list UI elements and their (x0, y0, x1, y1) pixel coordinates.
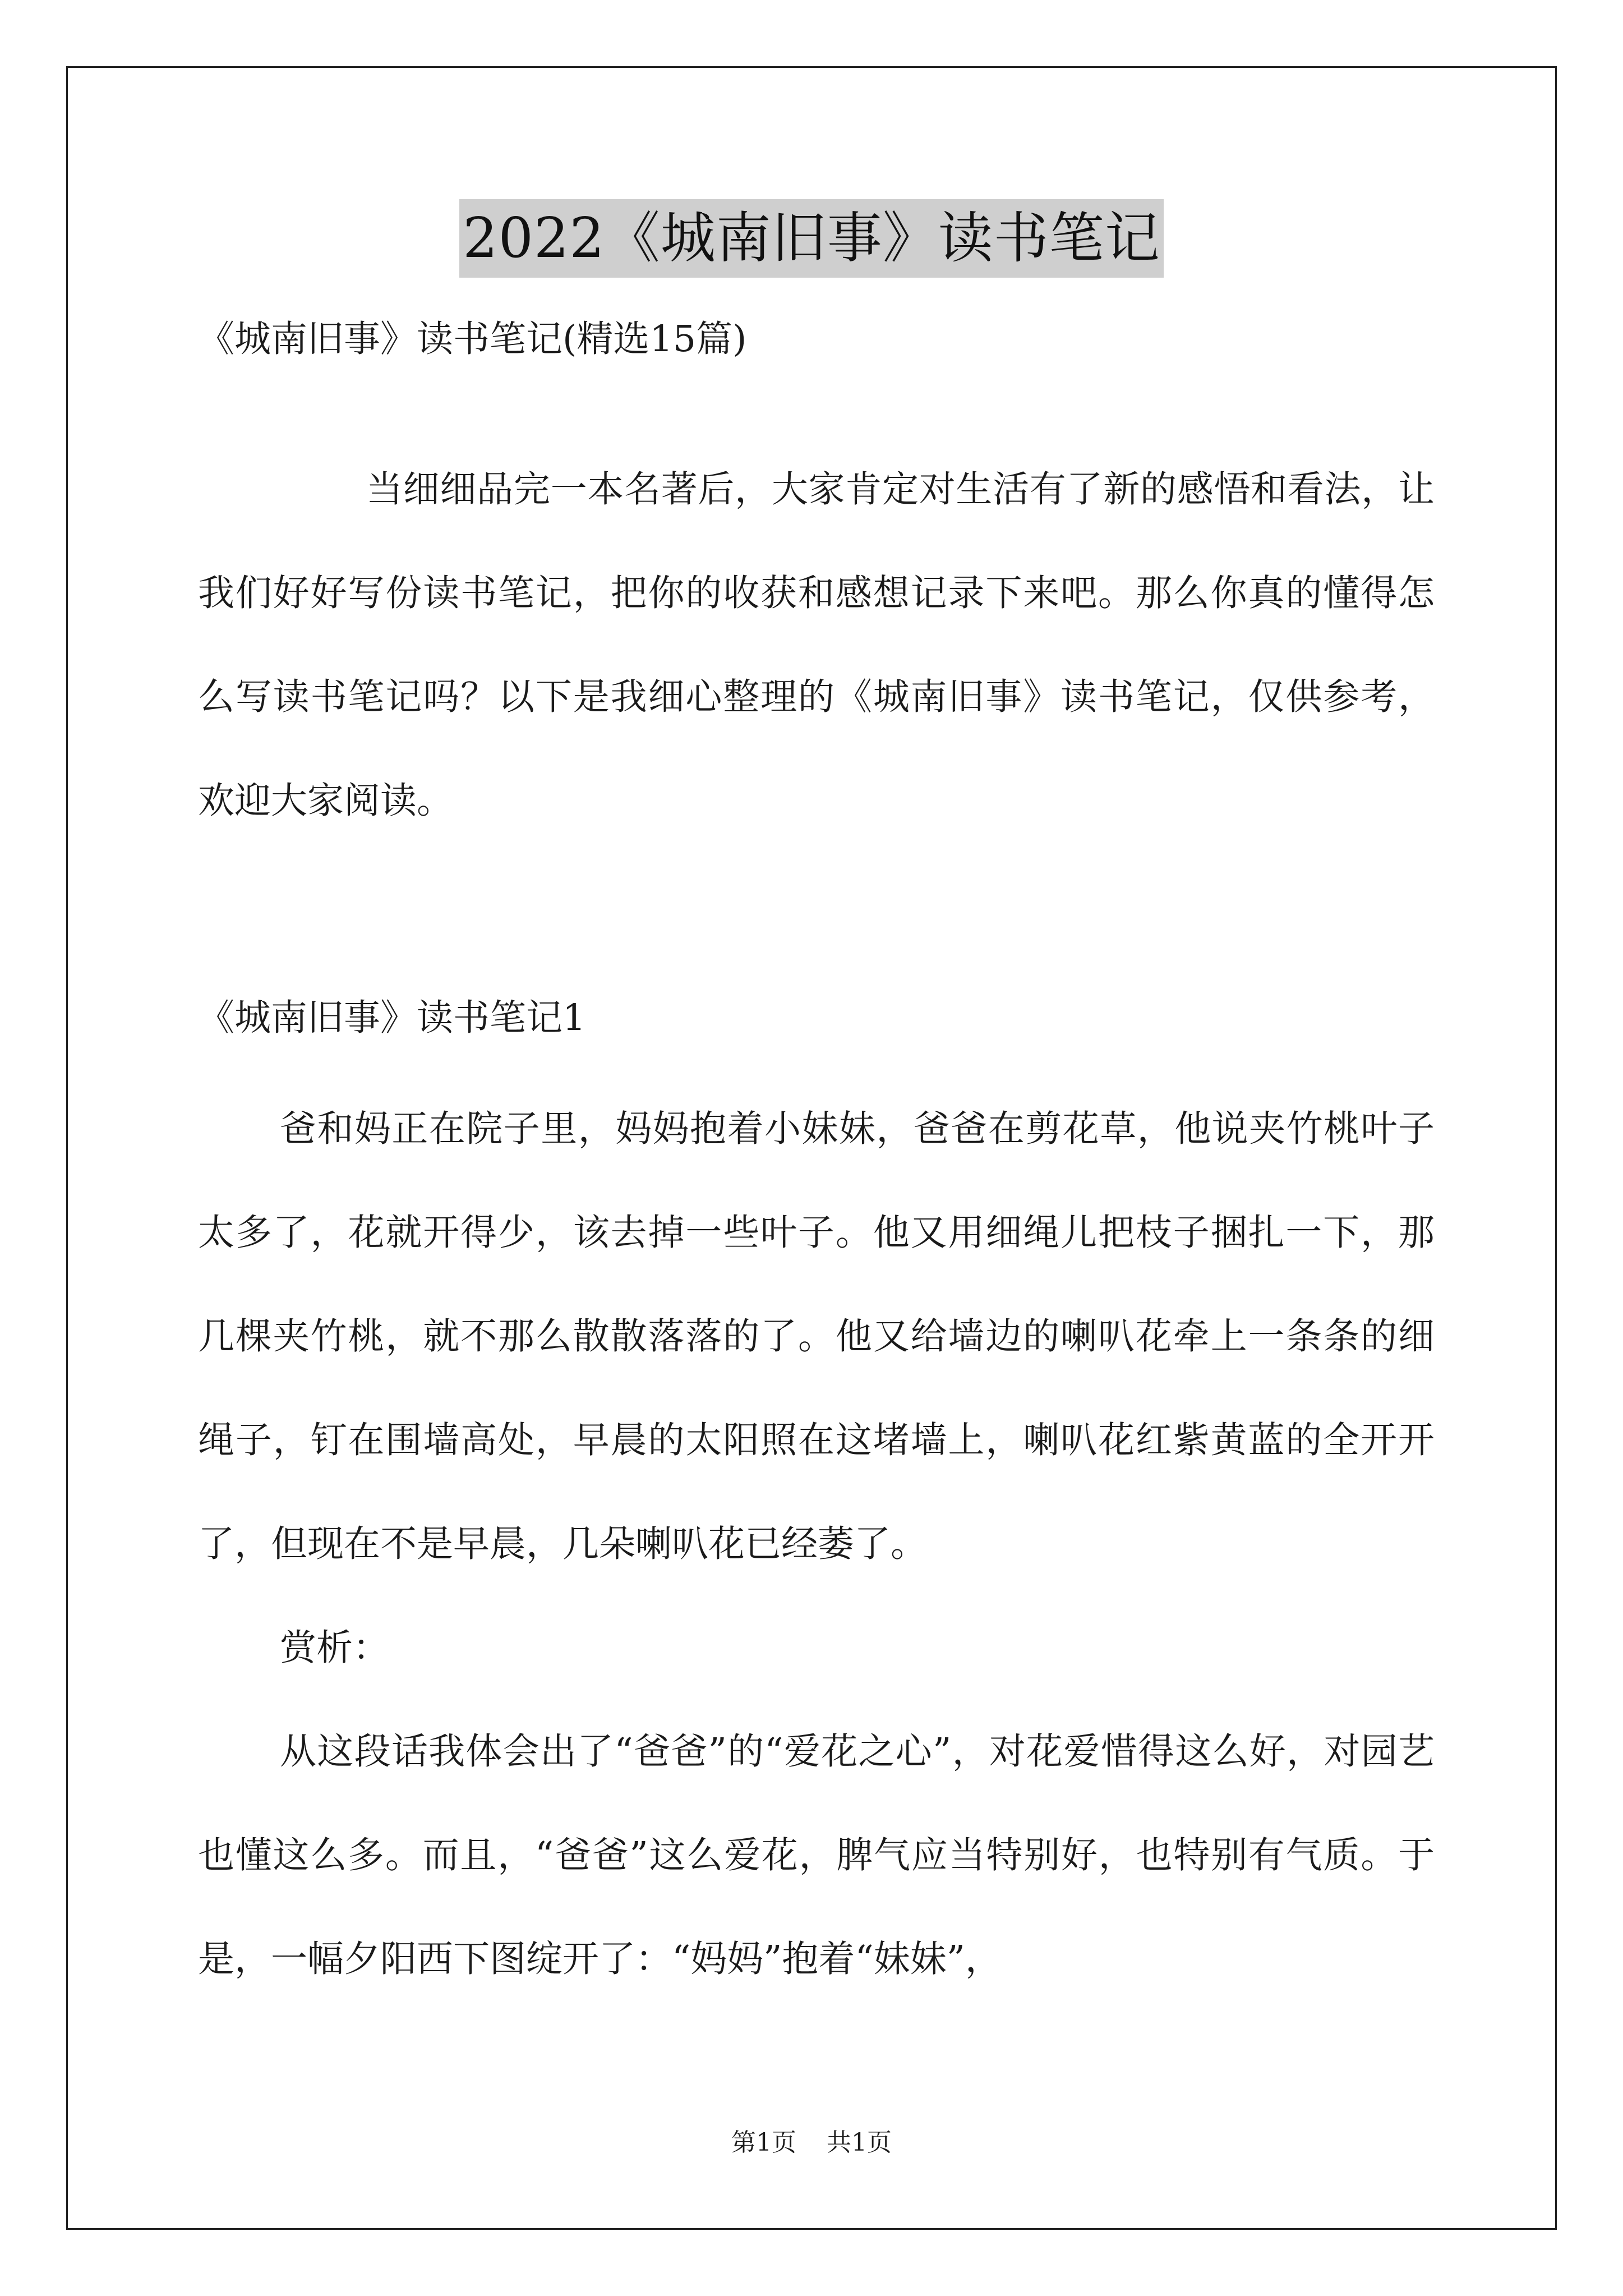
page-total: 共1页 (827, 2128, 892, 2157)
page-number: 第1页 (731, 2128, 796, 2157)
intro-section (198, 438, 1435, 853)
title-container (0, 199, 1623, 278)
document-title: 2022《城南旧事》读书笔记 (459, 199, 1163, 278)
section-heading: 《城南旧事》读书笔记1 (198, 997, 586, 1039)
page-footer (0, 2126, 1623, 2160)
analysis-paragraph: 从这段话我体会出了“爸爸”的“爱花之心”，对花爱惜得这么好，对园艺也懂这么多。而且，“爸爸”这么爱花，脾气应当特别好，也特别有气质。于是，一幅夕阳西下图绽开了：“妈妈”抱着“妹妹”， (198, 1731, 1435, 1980)
document-subtitle: 《城南旧事》读书笔记(精选15篇) (198, 318, 747, 360)
analysis-label: 赏析： (280, 1627, 390, 1669)
body-paragraph: 爸和妈正在院子里，妈妈抱着小妹妹，爸爸在剪花草，他说夹竹桃叶子太多了，花就开得少，该去掉一些叶子。他又用细绳儿把枝子捆扎一下，那几棵夹竹桃，就不那么散散落落的了。他又给墙边的喇叭花牵上一条条的细绳子，钉在围墙高处，早晨的太阳照在这堵墙上，喇叭花红紫黄蓝的全开开了，但现在不是早晨，几朵喇叭花已经萎了。 (198, 1108, 1435, 1565)
section-body (198, 1077, 1435, 2011)
intro-paragraph: 当细细品完一本名著后，大家肯定对生活有了新的感悟和看法，让我们好好写份读书笔记，把你的收获和感想记录下来吧。那么你真的懂得怎么写读书笔记吗？以下是我细心整理的《城南旧事》读书笔记，仅供参考，欢迎大家阅读。 (198, 468, 1435, 822)
